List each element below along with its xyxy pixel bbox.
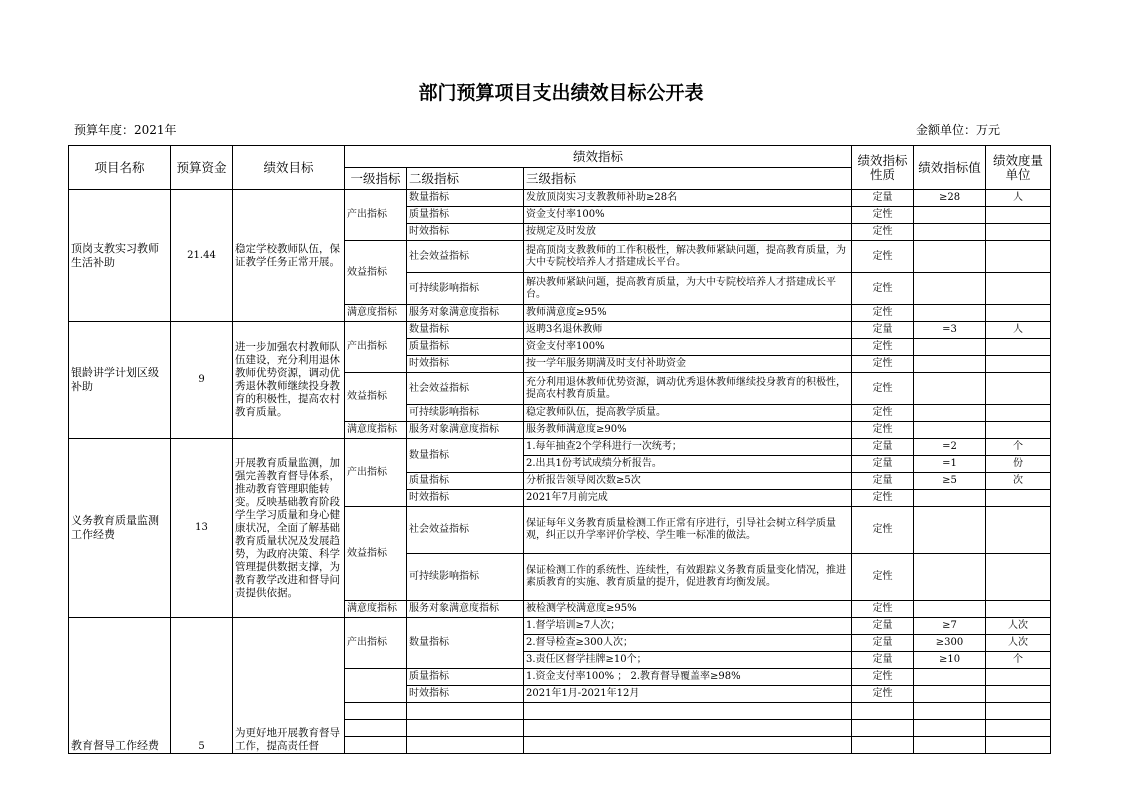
level2-indicator: 时效指标 [407, 686, 524, 703]
indicator-value [914, 207, 986, 224]
indicator-unit [986, 554, 1051, 601]
indicator-nature: 定性 [852, 356, 914, 373]
level3-indicator: 1.每年抽查2个学科进行一次统考； [524, 439, 852, 456]
indicator-value [914, 490, 986, 507]
level3-indicator: 稳定教师队伍，提高教学质量。 [524, 405, 852, 422]
indicator-value [914, 241, 986, 273]
indicator-value: =3 [914, 322, 986, 339]
header-budget: 预算资金 [171, 146, 233, 190]
indicator-unit [986, 207, 1051, 224]
indicator-value [914, 305, 986, 322]
indicator-nature: 定量 [852, 322, 914, 339]
indicator-nature: 定量 [852, 190, 914, 207]
project-budget: 21.44 [171, 190, 233, 322]
level1-indicator: 满意度指标 [345, 601, 407, 618]
level1-indicator: 产出指标 [345, 618, 407, 669]
level2-indicator: 数量指标 [407, 322, 524, 339]
level2-indicator: 质量指标 [407, 669, 524, 686]
level2-indicator: 数量指标 [407, 439, 524, 473]
level1-indicator: 效益指标 [345, 507, 407, 601]
level3-indicator: 1.资金支付率100% ； 2.教育督导覆盖率≥98% [524, 669, 852, 686]
level1-indicator-blank [345, 669, 407, 703]
indicator-value [914, 339, 986, 356]
project-goal: 稳定学校教师队伍，保证教学任务正常开展。 [233, 190, 345, 322]
indicator-value: =2 [914, 439, 986, 456]
amount-unit-label: 金额单位：万元 [916, 123, 1001, 137]
indicator-unit: 份 [986, 456, 1051, 473]
level3-indicator: 3.责任区督学挂牌≥10个； [524, 652, 852, 669]
indicator-unit [986, 356, 1051, 373]
level2-indicator: 服务对象满意度指标 [407, 422, 524, 439]
project-budget: 9 [171, 322, 233, 439]
indicator-nature: 定量 [852, 456, 914, 473]
project-budget: 5 [171, 618, 233, 754]
indicator-value [914, 373, 986, 405]
level1-indicator: 满意度指标 [345, 422, 407, 439]
level3-indicator: 资金支付率100% [524, 207, 852, 224]
indicator-nature: 定性 [852, 305, 914, 322]
project-goal: 为更好地开展教育督导工作，提高责任督 [233, 618, 345, 754]
indicator-value [914, 224, 986, 241]
level3-indicator: 教师满意度≥95% [524, 305, 852, 322]
indicator-nature: 定量 [852, 439, 914, 456]
indicator-value [914, 422, 986, 439]
indicator-nature: 定性 [852, 507, 914, 554]
header-goal: 绩效目标 [233, 146, 345, 190]
indicator-value: ≥5 [914, 473, 986, 490]
indicator-unit [986, 273, 1051, 305]
level3-indicator: 服务教师满意度≥90% [524, 422, 852, 439]
page-title: 部门预算项目支出绩效目标公开表 [418, 82, 704, 104]
indicator-nature: 定量 [852, 652, 914, 669]
indicator-nature: 定性 [852, 422, 914, 439]
level2-indicator: 可持续影响指标 [407, 405, 524, 422]
project-name: 义务教育质量监测工作经费 [69, 439, 171, 618]
indicator-value [914, 405, 986, 422]
level2-indicator: 质量指标 [407, 207, 524, 224]
level2-indicator: 质量指标 [407, 339, 524, 356]
level2-indicator: 服务对象满意度指标 [407, 305, 524, 322]
indicator-nature: 定性 [852, 490, 914, 507]
indicator-nature: 定量 [852, 618, 914, 635]
level3-indicator: 提高顶岗支教教师的工作积极性，解决教师紧缺问题，提高教育质量，为大中专院校培养人才搭建成长平台。 [524, 241, 852, 273]
project-goal: 开展教育质量监测，加强完善教育督导体系，推动教育管理职能转变。反映基础教育阶段学生学习质量和身心健康状况，全面了解基础教育质量状况及发展趋势，为政府决策、科学管理提供数据支撑，为教育教学改进和督导问责提供依据。 [233, 439, 345, 618]
level2-indicator: 数量指标 [407, 190, 524, 207]
indicator-unit: 人次 [986, 635, 1051, 652]
indicator-unit [986, 241, 1051, 273]
indicator-unit [986, 507, 1051, 554]
indicator-value: ≥10 [914, 652, 986, 669]
level1-indicator: 满意度指标 [345, 305, 407, 322]
project-name: 银龄讲学计划区级补助 [69, 322, 171, 439]
indicator-value [914, 669, 986, 686]
indicator-nature: 定量 [852, 635, 914, 652]
project-budget: 13 [171, 439, 233, 618]
level3-indicator: 返聘3名退休教师 [524, 322, 852, 339]
header-project: 项目名称 [69, 146, 171, 190]
indicator-unit [986, 224, 1051, 241]
indicator-value [914, 507, 986, 554]
indicator-unit [986, 373, 1051, 405]
project-name: 顶岗支教实习教师生活补助 [69, 190, 171, 322]
project-goal: 进一步加强农村教师队伍建设，充分利用退休教师优势资源，调动优秀退休教师继续投身教育的积极性，提高农村教育质量。 [233, 322, 345, 439]
project-name: 教育督导工作经费 [69, 618, 171, 754]
indicator-unit [986, 422, 1051, 439]
indicator-nature: 定性 [852, 373, 914, 405]
indicator-unit [986, 339, 1051, 356]
header-level2: 二级指标 [407, 168, 524, 190]
indicator-nature: 定性 [852, 601, 914, 618]
level3-indicator: 发放顶岗实习支教教师补助≥28名 [524, 190, 852, 207]
indicator-unit: 个 [986, 652, 1051, 669]
header-value: 绩效指标值 [914, 146, 986, 190]
level1-indicator: 产出指标 [345, 439, 407, 507]
level2-indicator: 质量指标 [407, 473, 524, 490]
performance-table [68, 145, 1051, 754]
header-level1: 一级指标 [345, 168, 407, 190]
level1-indicator: 产出指标 [345, 322, 407, 373]
header-level3: 三级指标 [524, 168, 852, 190]
level3-indicator: 2021年7月前完成 [524, 490, 852, 507]
indicator-value [914, 601, 986, 618]
indicator-value [914, 356, 986, 373]
level3-indicator: 分析报告领导阅次数≥5次 [524, 473, 852, 490]
indicator-nature: 定性 [852, 669, 914, 686]
level3-indicator: 保证每年义务教育质量检测工作正常有序进行，引导社会树立科学质量观，纠正以升学率评价学校、学生唯一标准的做法。 [524, 507, 852, 554]
table-viewport [68, 145, 1053, 752]
level2-indicator: 社会效益指标 [407, 373, 524, 405]
level1-indicator: 产出指标 [345, 190, 407, 241]
header-unit: 绩效度量单位 [986, 146, 1051, 190]
indicator-value: =1 [914, 456, 986, 473]
indicator-unit [986, 490, 1051, 507]
header-nature: 绩效指标性质 [852, 146, 914, 190]
level3-indicator: 保证检测工作的系统性、连续性，有效跟踪义务教育质量变化情况，推进素质教育的实施、教育质量的提升，促进教育均衡发展。 [524, 554, 852, 601]
level3-indicator: 按规定及时发放 [524, 224, 852, 241]
indicator-unit: 人次 [986, 618, 1051, 635]
indicator-value [914, 273, 986, 305]
level3-indicator: 2021年1月-2021年12月 [524, 686, 852, 703]
level3-indicator: 充分利用退休教师优势资源，调动优秀退休教师继续投身教育的积极性，提高农村教育质量。 [524, 373, 852, 405]
level2-indicator: 时效指标 [407, 356, 524, 373]
indicator-nature: 定性 [852, 207, 914, 224]
level2-indicator: 时效指标 [407, 490, 524, 507]
level3-indicator: 资金支付率100% [524, 339, 852, 356]
indicator-unit [986, 601, 1051, 618]
indicator-value: ≥300 [914, 635, 986, 652]
level2-indicator: 社会效益指标 [407, 241, 524, 273]
indicator-nature: 定性 [852, 405, 914, 422]
level2-indicator: 数量指标 [407, 618, 524, 669]
indicator-unit [986, 669, 1051, 686]
level2-indicator: 可持续影响指标 [407, 554, 524, 601]
indicator-nature: 定性 [852, 554, 914, 601]
level1-indicator: 效益指标 [345, 241, 407, 305]
indicator-nature: 定性 [852, 224, 914, 241]
level2-indicator: 社会效益指标 [407, 507, 524, 554]
header-indicators: 绩效指标 [345, 146, 852, 168]
indicator-unit: 次 [986, 473, 1051, 490]
level2-indicator: 服务对象满意度指标 [407, 601, 524, 618]
indicator-unit [986, 305, 1051, 322]
budget-year-label: 预算年度：2021年 [74, 123, 177, 137]
level3-indicator: 按一学年服务期满及时支付补助资金 [524, 356, 852, 373]
indicator-unit [986, 686, 1051, 703]
indicator-nature: 定性 [852, 241, 914, 273]
level2-indicator: 可持续影响指标 [407, 273, 524, 305]
level1-indicator: 效益指标 [345, 373, 407, 422]
indicator-unit: 人 [986, 322, 1051, 339]
indicator-nature: 定量 [852, 473, 914, 490]
indicator-value: ≥28 [914, 190, 986, 207]
indicator-nature: 定性 [852, 686, 914, 703]
level3-indicator: 解决教师紧缺问题，提高教育质量，为大中专院校培养人才搭建成长平台。 [524, 273, 852, 305]
level3-indicator: 1.督学培训≥7人次； [524, 618, 852, 635]
indicator-nature: 定性 [852, 273, 914, 305]
indicator-unit: 人 [986, 190, 1051, 207]
level3-indicator: 2.督导检查≥300人次； [524, 635, 852, 652]
indicator-nature: 定性 [852, 339, 914, 356]
level2-indicator: 时效指标 [407, 224, 524, 241]
indicator-unit: 个 [986, 439, 1051, 456]
indicator-value: ≥7 [914, 618, 986, 635]
indicator-unit [986, 405, 1051, 422]
indicator-value [914, 686, 986, 703]
indicator-value [914, 554, 986, 601]
level3-indicator: 被检测学校满意度≥95% [524, 601, 852, 618]
level3-indicator: 2.出具1份考试成绩分析报告。 [524, 456, 852, 473]
